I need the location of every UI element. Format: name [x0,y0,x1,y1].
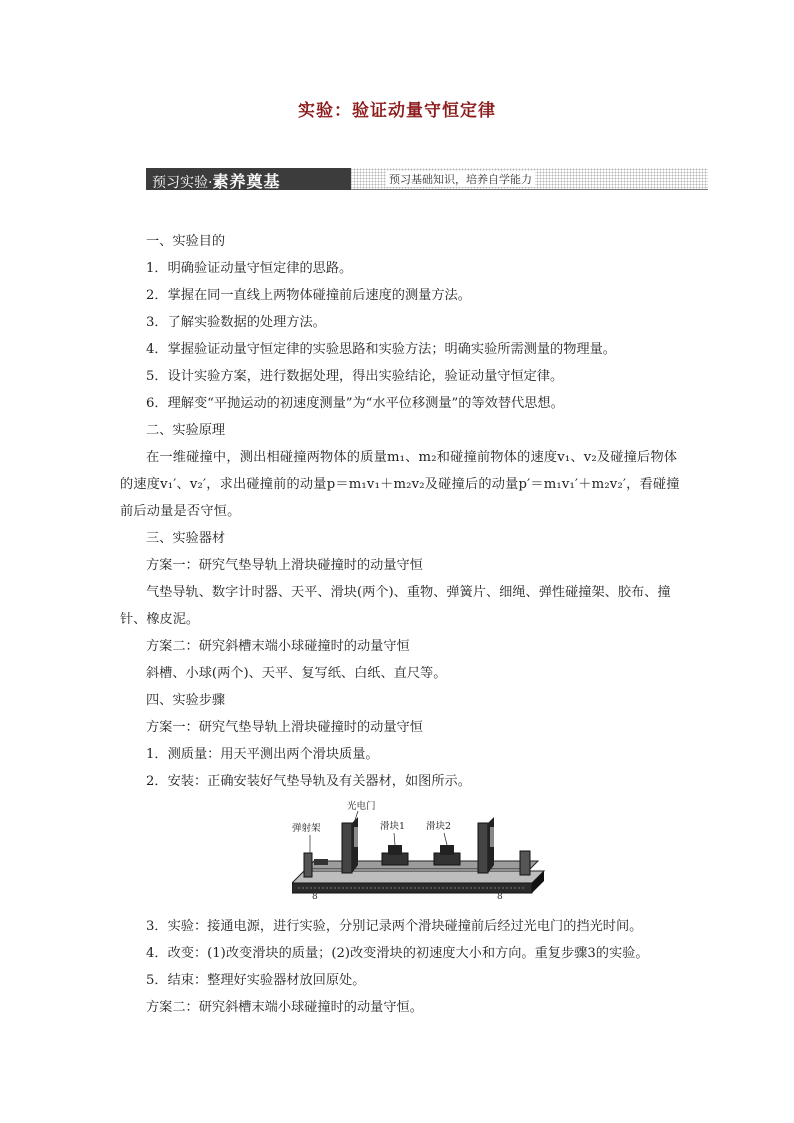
step-1: 1．测质量：用天平测出两个滑块质量。 [146,747,379,762]
equipment-plan2-title: 方案二：研究斜槽末端小球碰撞时的动量守恒 [146,639,410,654]
banner-label-box [146,168,351,190]
equipment-plan2-items: 斜槽、小球(两个)、天平、复写纸、白纸、直尺等。 [146,666,447,681]
principle-text: 在一维碰撞中，测出相碰撞两物体的质量m₁、m₂和碰撞前物体的速度v₁、v₂及碰撞后物体的速度v₁′、v₂′，求出碰撞前的动量p＝m₁v₁＋m₂v₂及碰撞后的动量p′＝m₁v₁′＋m₂v₂′，看碰撞前后动量是否守恒。 [120,450,680,519]
svg-text:8: 8 [312,892,318,899]
page-title: 实验：验证动量守恒定律 [298,101,496,121]
svg-text:8: 8 [497,892,503,899]
purpose-item-6: 6．理解变“平抛运动的初速度测量”为“水平位移测量”的等效替代思想。 [146,396,564,411]
step-5: 5．结束：整理好实验器材放回原处。 [146,973,366,988]
purpose-item-2: 2．掌握在同一直线上两物体碰撞前后速度的测量方法。 [146,288,471,303]
document-body [120,228,680,1021]
purpose-item-5: 5．设计实验方案，进行数据处理，得出实验结论，验证动量守恒定律。 [146,369,564,384]
heading-principle: 二、实验原理 [146,423,226,438]
label-light-gate: 光电门 [347,801,376,812]
label-launcher: 弹射架 [292,823,321,834]
banner-subtitle: 预习基础知识，培养自学能力 [386,171,535,187]
heading-steps: 四、实验步骤 [146,693,226,708]
heading-equipment: 三、实验器材 [146,531,226,546]
equipment-plan1-title: 方案一：研究气垫导轨上滑块碰撞时的动量守恒 [146,558,423,573]
step-3: 3．实验：接通电源，进行实验，分别记录两个滑块碰撞前后经过光电门的挡光时间。 [146,919,643,934]
banner-label: 预习实验·素养奠基 [152,172,281,191]
heading-purpose: 一、实验目的 [146,234,226,249]
label-slider-1: 滑块1 [380,821,406,832]
air-track-figure [292,799,552,899]
step-4: 4．改变：(1)改变滑块的质量；(2)改变滑块的初速度大小和方向。重复步骤3的实验。 [146,946,649,961]
purpose-item-4: 4．掌握验证动量守恒定律的实验思路和实验方法；明确实验所需测量的物理量。 [146,342,616,357]
equipment-plan1-items: 气垫导轨、数字计时器、天平、滑块(两个)、重物、弹簧片、细绳、弹性碰撞架、胶布、撞针、橡皮泥。 [120,585,671,627]
purpose-item-3: 3．了解实验数据的处理方法。 [146,315,326,330]
purpose-item-1: 1．明确验证动量守恒定律的思路。 [146,261,353,276]
label-slider-2: 滑块2 [426,821,452,832]
banner-rule [351,189,708,190]
steps-plan1-title: 方案一：研究气垫导轨上滑块碰撞时的动量守恒 [146,720,423,735]
steps-plan2-title: 方案二：研究斜槽末端小球碰撞时的动量守恒。 [146,1000,423,1015]
section-banner [146,168,708,190]
step-2: 2．安装：正确安装好气垫导轨及有关器材，如图所示。 [146,774,471,789]
